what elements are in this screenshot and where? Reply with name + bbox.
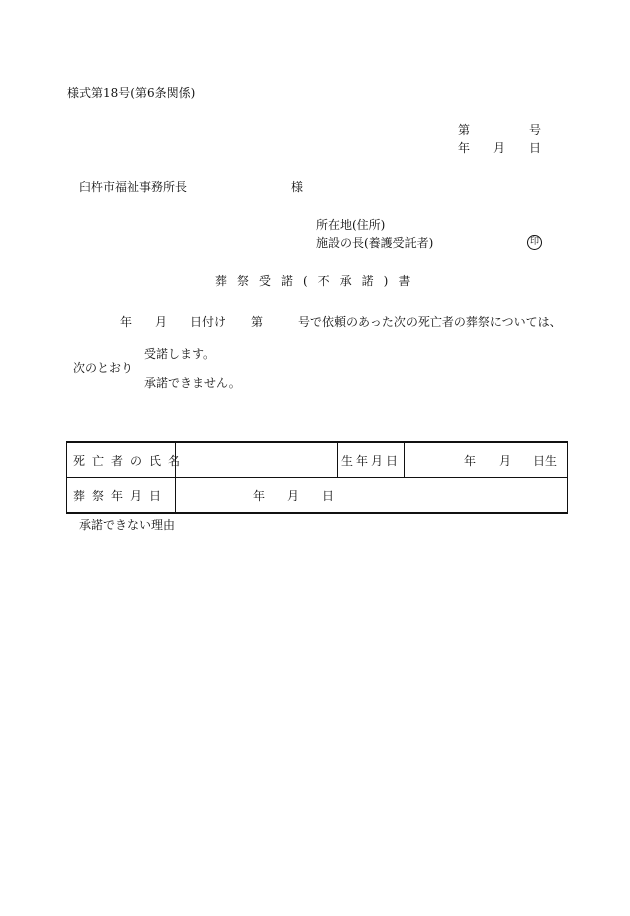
addressee-name: 臼杵市福祉事務所長 (79, 180, 188, 194)
funeral-year: 年 (253, 488, 266, 503)
date-of-birth-field[interactable] (405, 442, 568, 478)
request-date-month: 月 (155, 315, 168, 329)
funeral-date-label: 葬祭年月日 (67, 478, 176, 514)
request-date-year: 年 (120, 315, 133, 329)
document-number-suffix: 号 (529, 123, 542, 137)
issue-date-year: 年 (458, 141, 471, 155)
rejection-reason-label: 承諾できない理由 (79, 518, 176, 532)
reject-option: 承諾できません。 (144, 376, 241, 390)
table-row (67, 442, 568, 478)
deceased-info-table (66, 441, 568, 514)
date-of-birth-label: 生年月日 (338, 442, 405, 478)
sender-head-label: 施設の長(養護受託者) (316, 236, 434, 250)
addressee-honorific: 様 (291, 180, 304, 194)
issue-date-day: 日 (529, 141, 542, 155)
sender-address-label: 所在地(住所) (316, 218, 386, 232)
seal-mark-icon: 印 (527, 235, 542, 250)
document-number-prefix: 第 (458, 123, 471, 137)
issue-date-month: 月 (493, 141, 506, 155)
funeral-month: 月 (287, 488, 300, 503)
dob-year: 年 (464, 453, 477, 468)
dob-day-born: 日生 (533, 453, 558, 468)
request-number-prefix: 第 (251, 315, 264, 329)
as-follows-text: 次のとおり (73, 361, 134, 375)
deceased-name-label: 死亡者の氏名 (67, 442, 176, 478)
request-date-day: 日付け (190, 315, 227, 329)
dob-month: 月 (499, 453, 512, 468)
form-number: 様式第18号(第6条関係) (67, 86, 196, 100)
deceased-name-field[interactable] (176, 442, 338, 478)
document-title: 葬祭受諾(不承諾)書 (215, 274, 421, 288)
accept-option: 受諾します。 (144, 347, 216, 361)
funeral-date-field[interactable] (176, 478, 568, 514)
request-body-text: 号で依頼のあった次の死亡者の葬祭については、 (298, 315, 562, 329)
funeral-day: 日 (322, 488, 335, 503)
table-row (67, 478, 568, 514)
